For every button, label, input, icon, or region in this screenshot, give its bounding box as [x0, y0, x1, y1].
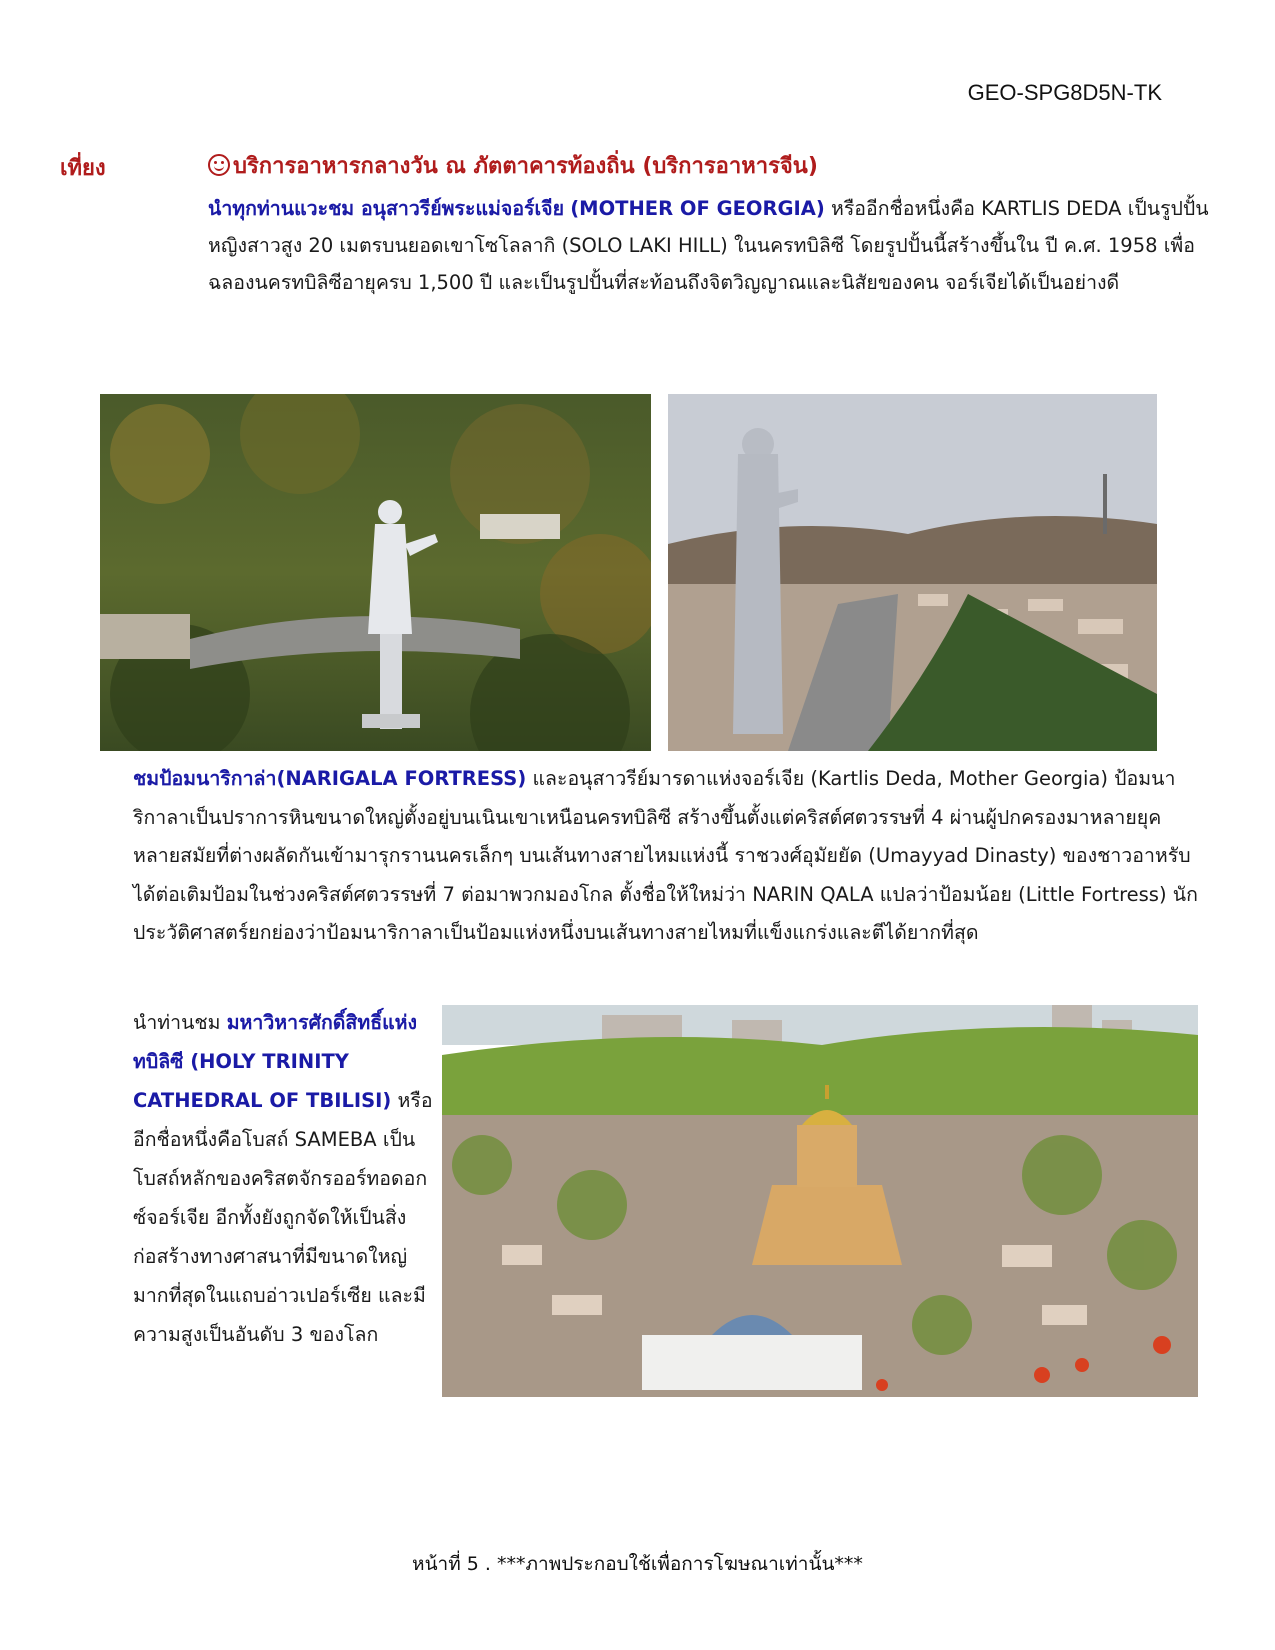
- section2-highlight: ชมป้อมนาริกาล่า(NARIGALA FORTRESS): [133, 767, 527, 790]
- section1-highlight: (MOTHER OF GEORGIA): [570, 197, 825, 220]
- meal-title-text: บริการอาหารกลางวัน ณ ภัตตาคารท้องถิ่น (บริการอาหารจีน): [233, 154, 818, 179]
- tour-code: GEO-SPG8D5N-TK: [967, 80, 1162, 105]
- mother-of-georgia-aerial-photo: [100, 394, 651, 751]
- mother-of-georgia-paragraph: [208, 190, 1218, 301]
- section2-body: และอนุสาวรีย์มารดาแห่งจอร์เจีย (Kartlis Deda, Mother Georgia) ป้อมนาริกาลาเป็นปราการหินขนาดใหญ่ตั้งอยู่บนเนินเขาเหนือนครทบิลิซี สร้างขึ้นตั้งแต่คริสต์ศตวรรษที่ 4 ผ่านผู้ปกครองมาหลายยุคหลายสมัยที่ต่างผลัดกันเข้ามารุกรานนครเล็กๆ บนเส้นทางสายไหมแห่งนี้ ราชวงศ์อุมัยยัด (Umayyad Dinasty) ของชาวอาหรับได้ต่อเติมป้อมในช่วงคริสต์ศตวรรษที่ 7 ต่อมาพวกมองโกล ตั้งชื่อให้ใหม่ว่า NARIN QALA แปลว่าป้อมน้อย (Little Fortress) นักประวัติศาสตร์ยกย่องว่าป้อมนาริกาลาเป็นป้อมแห่งหนึ่งบนเส้นทางสายไหมที่แข็งแกร่งและตีได้ยากที่สุด: [133, 767, 1198, 944]
- section3-highlight: มหาวิหารศักดิ์สิทธิ์แห่งทบิลิซี (HOLY TRINITY CATHEDRAL OF TBILISI): [133, 1011, 418, 1112]
- mother-of-georgia-city-view-photo: [668, 394, 1157, 751]
- holy-trinity-paragraph: [133, 1003, 433, 1354]
- page-footer: หน้าที่ 5 . ***ภาพประกอบใช้เพื่อการโฆษณาเท่านั้น***: [412, 1553, 863, 1575]
- smiley-icon: [208, 154, 230, 176]
- meal-title: [208, 148, 818, 183]
- narigala-fortress-paragraph: [133, 760, 1208, 953]
- section1-body: หรืออีกชื่อหนึ่งคือ KARTLIS DEDA เป็นรูปปั้นหญิงสาวสูง 20 เมตรบนยอดเขาโซโลลากิ (SOLO LAKI HILL) ในนครทบิลิซี โดยรูปปั้นนี้สร้างขึ้นใน ปี ค.ศ. 1958 เพื่อฉลองนครทบิลิซีอายุครบ 1,500 ปี และเป็นรูปปั้นที่สะท้อนถึงจิตวิญญาณและนิสัยของคน จอร์เจียได้เป็นอย่างดี: [208, 197, 1209, 294]
- meal-label: เที่ยง: [60, 156, 106, 181]
- section3-lead: นำท่านชม: [133, 1011, 227, 1034]
- holy-trinity-cathedral-photo: [442, 1005, 1198, 1397]
- section1-lead: นำทุกท่านแวะชม อนุสาวรีย์พระแม่จอร์เจีย: [208, 197, 565, 220]
- section3-body: หรืออีกชื่อหนึ่งคือโบสถ์ SAMEBA เป็นโบสถ์หลักของคริสตจักรออร์ทอดอกซ์จอร์เจีย อีกทั้งยังถูกจัดให้เป็นสิ่งก่อสร้างทางศาสนาที่มีขนาดใหญ่มากที่สุดในแถบอ่าวเปอร์เซีย และมีความสูงเป็นอันดับ 3 ของโลก: [133, 1089, 433, 1346]
